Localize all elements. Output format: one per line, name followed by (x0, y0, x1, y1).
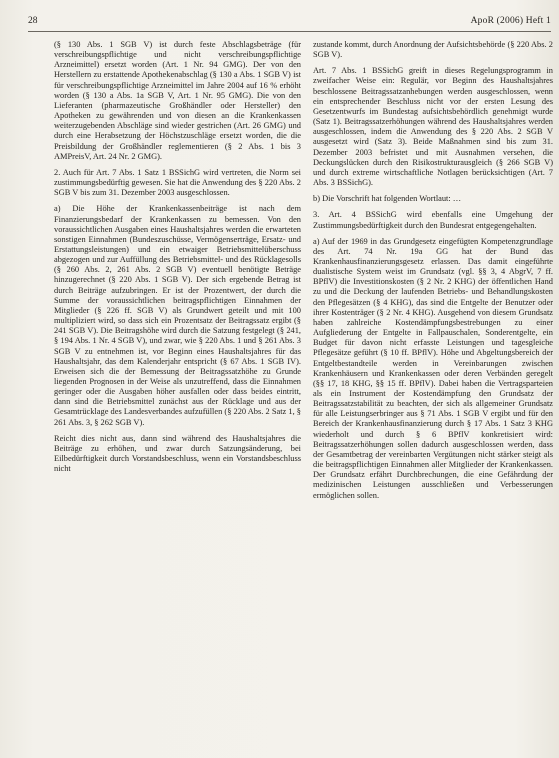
paragraph: a) Die Höhe der Krankenkassenbeiträge ist nach dem Finanzierungsbedarf der Krankenkassen zu bemessen. Von den voraussichtlichen Ausgaben eines Haushaltsjahres werden die erwarteten sonstigen Einnahmen (Bundeszuschüsse, Vermögenserträge, Ersatz- und Erstattungsleistungen) und ein etwaiger Betriebsmittelüberschuss abgezogen und zur Auffüllung des Betriebsmittel- und des Rücklagesolls (§ 260 Abs. 2, 261 Abs. 2 SGB V) eventuell benötigte Beträge hinzugerechnet (§ 220 Abs. 1 SGB V). Der sich ergebende Betrag ist durch Beiträge aufzubringen. Er ist der Prozentwert, der durch die Summe der voraussichtlichen beitragspflichtigen Einnahmen der Mitglieder (§ 226 ff. SGB V) als Grundwert geteilt und mit 100 multipliziert wird, so dass sich ein Prozentsatz der Beitragssatz ergibt (§ 241 SGB V). Die Beitragshöhe wird durch die Satzung festgelegt (§ 241, § 194 Abs. 1 Nr. 4 SGB V), und zwar, wie § 220 Abs. 1 und § 261 Abs. 3 SGB V zu entnehmen ist, vor Beginn eines Haushaltsjahres für das Haushaltsjahr, das dem Kalenderjahr entspricht (§ 67 Abs. 1 SGB IV). Erweisen sich die der Bemessung der Beitragssatzhöhe zu Grunde liegenden Prognosen in der Weise als unzutreffend, dass die Einnahmen geringer oder die Ausgaben höher ausfallen oder dass beides eintritt, dann sind die Betriebsmittel zunächst aus der Rücklage und aus der Gesamtrücklage des Landesverbandes aufzufüllen (§ 220 Abs. 2 Satz 1, § 261 Abs. 3, § 262 SGB V). (54, 204, 301, 427)
page-header (28, 14, 551, 28)
paragraph: (§ 130 Abs. 1 SGB V) ist durch feste Abschlagsbeträge (für verschreibungspflichtige und nicht verschreibungspflichtige Arzneimittel) ersetzt worden (Art. 1 Nr. 94 GMG). Der von den Herstellern zu erstattende Apothekenabschlag (§ 130 a Abs. 1 SGB V) ist für verschreibungspflichtige Arzneimittel im Jahre 2004 auf 16 % erhöht worden (§ 130 a Abs. 1a SGB V, Art. 1 Nr. 95 GMG). Die von den Lieferanten (pharmazeutische Großhändler oder Hersteller) den Apotheken zu gewährenden und von diesen an die Krankenkassen weiterzugebenden Abschläge sind wieder gestrichen (Art. 26 GMG) und durch eine Herabsetzung der Höchstzuschläge ersetzt worden, die die Preisbildung der Großhändler reglementieren (§ 2 Abs. 1 bis 3 AMPreisV, Art. 24 Nr. 2 GMG). (54, 40, 301, 161)
journal-reference: ApoR (2006) Heft 1 (470, 16, 551, 26)
page-number: 28 (28, 16, 38, 26)
paragraph: Reicht dies nicht aus, dann sind während des Haushaltsjahres die Beiträge zu erhöhen, und zwar durch Satzungsänderung, bei Eilbedürftigkeit durch Vorstandsbeschluss, wenn ein Vorstandsbeschluss nicht (54, 433, 301, 474)
paragraph: Art. 7 Abs. 1 BSSichG greift in dieses Regelungsprogramm in zweifacher Weise ein: Regulär, vor Beginn des Haushaltsjahres beschlossene Beitragssatzanhebungen werden ausgeschlossen, wenn ein entsprechender Beschluss nicht vor der ersten Lesung des Gesetzentwurfs im Bundestag aufsichtsbehördlich genehmigt wurde (Satz 1). Beitragssatzerhöhungen während des Haushaltsjahres werden ausgeschlossen, indem die Anwendung des § 220 Abs. 2 SGB V ausgesetzt wird (Satz 3). Beide Maßnahmen sind bis zum 31. Dezember 2003 befristet und mit Ausnahmen versehen, die Deckungslücken durch den Risikostrukturausgleich (§ 266 SGB V) und durch extreme wirtschaftliche Notlagen berücksichtigen (Art. 7 Abs. 3 BSSichG). (313, 66, 553, 188)
paragraph: 3. Art. 4 BSSichG wird ebenfalls eine Umgehung der Zustimmungsbedürftigkeit durch den Bundesrat entgegengehalten. (313, 210, 553, 230)
left-column (54, 40, 301, 480)
paragraph: zustande kommt, durch Anordnung der Aufsichtsbehörde (§ 220 Abs. 2 SGB V). (313, 40, 553, 60)
header-rule (28, 31, 551, 32)
right-column (313, 40, 553, 507)
paragraph: 2. Auch für Art. 7 Abs. 1 Satz 1 BSSichG wird vertreten, die Norm sei zustimmungsbedürftig gewesen. Sie hat die Anwendung des § 220 Abs. 2 SGB V bis zum 31. Dezember 2003 ausgeschlossen. (54, 167, 301, 198)
paragraph: a) Auf der 1969 in das Grundgesetz eingefügten Kompetenzgrundlage des Art. 74 Nr. 19a GG hat der Bund das Krankenhausfinanzierungsgesetz erlassen. Das damit eingeführte dualistische System weist im Grundsatz (vgl. §§ 3, 4 AbgrV, 7 ff. BPflV) die Investitionskosten (§ 2 Nr. 2 KHG) der öffentlichen Hand zu und die Deckung der laufenden Betriebs- und Behandlungskosten den Pflegesätzen (§ 4 KHG), das sind die Entgelte der Benutzer oder ihrer Kostenträger (§ 2 Nr. 4 KHG). Ausgehend von diesem Grundsatz haben zahlreiche Kostendämpfungsbestrebungen zu einer Aufgliederung der Entgelte in Fallpauschalen, Sonderentgelte, ein Budget für davon nicht erfasste Leistungen und tagesgleiche Pflegesätze geführt (§ 10 ff. BPflV). Höhe und Abgeltungsbereich der Entgeltbestandteile werden in Vereinbarungen zwischen Krankenhäusern und Krankenkassen oder deren Verbänden geregelt (§§ 17, 18 KHG, §§ 15 ff. BPflV). Dabei haben die Vertragsparteien als ein Instrument der Kostendämpfung den Grundsatz der Beitragssatzstabilität zu beachten, der sich als allgemeiner Grundsatz für alle Leistungserbringer aus § 71 Abs. 1 SGB V ergibt und für den Bereich der Krankenhausfinanzierung durch § 17 Abs. 1 Satz 3 KHG wiederholt und durch § 6 BPflV konkretisiert wird: Beitragssatzerhöhungen sollen dadurch ausgeschlossen werden, dass der Gesamtbetrag der vereinbarten Vergütungen nicht stärker steigt als die beitragspflichtigen Einnahmen aller Mitglieder der Krankenkassen. Der Grundsatz erfährt Durchbrechungen, die eine Gefährdung der medizinischen Leistungen ausschließen und Verbesserungen ermöglichen sollen. (313, 236, 553, 500)
paragraph: b) Die Vorschrift hat folgenden Wortlaut: … (313, 194, 462, 204)
